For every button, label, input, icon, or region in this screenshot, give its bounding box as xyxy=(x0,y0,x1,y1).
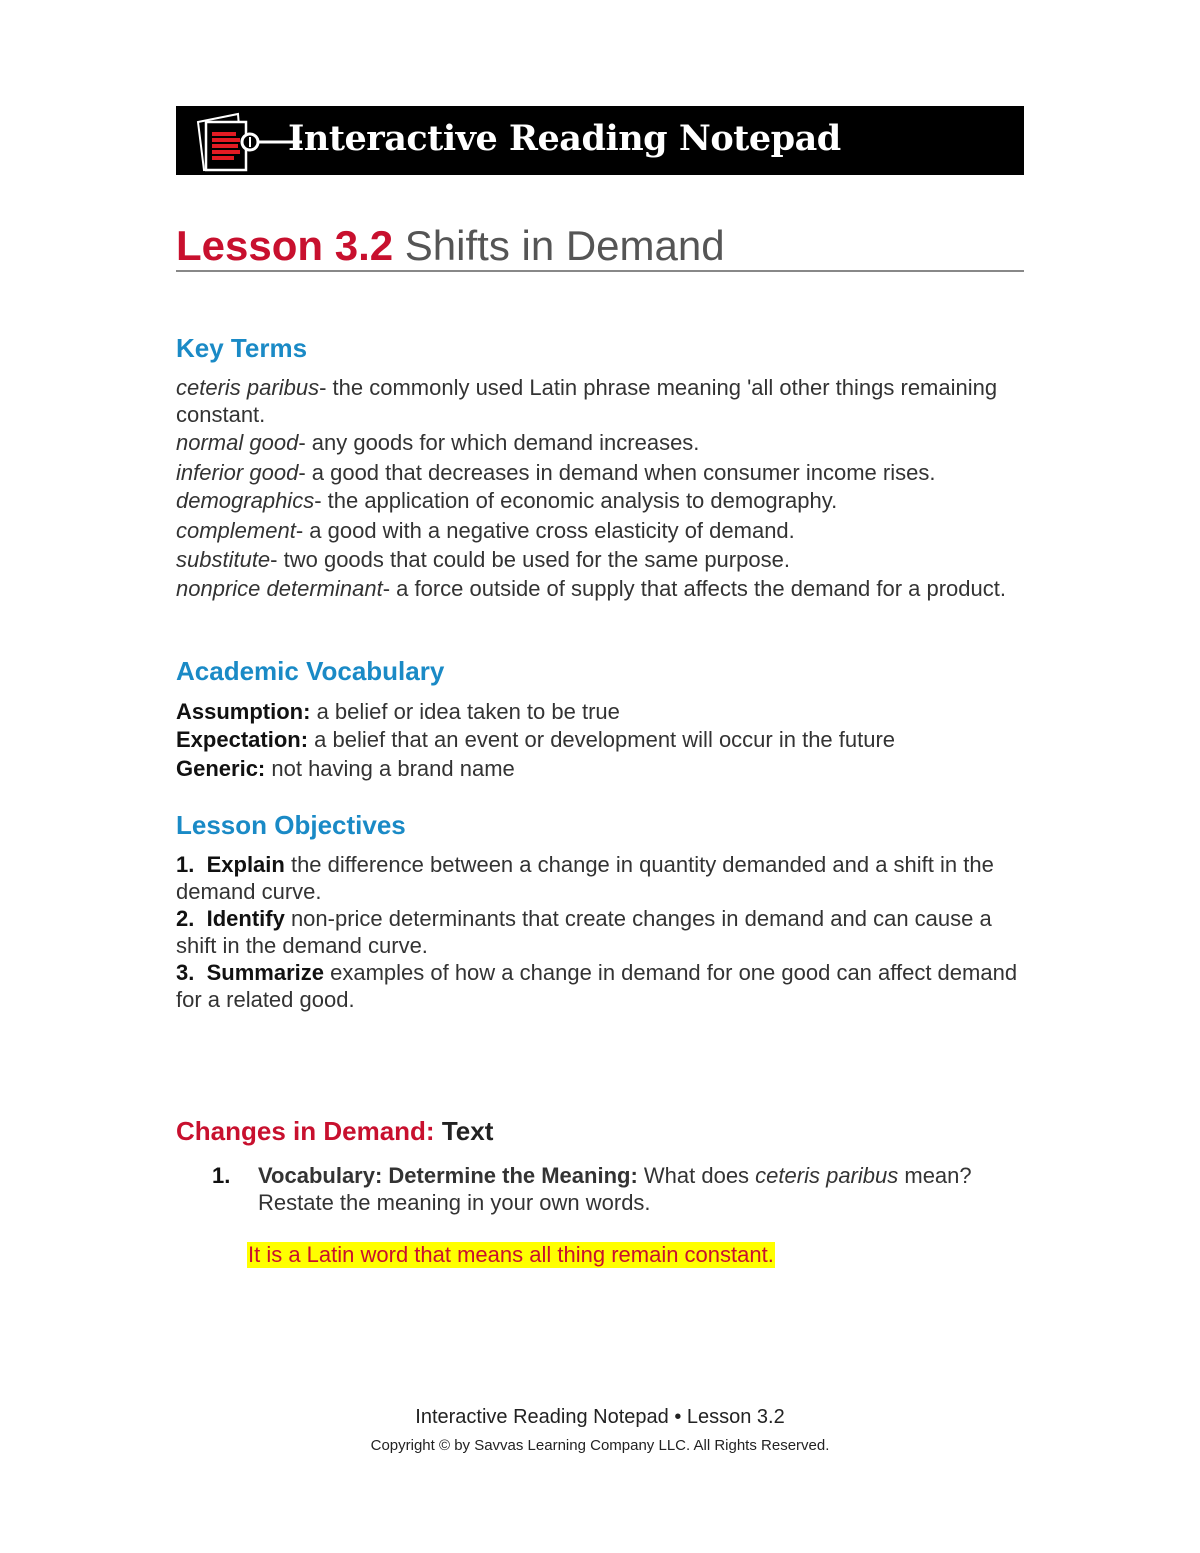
question: 1. Vocabulary: Determine the Meaning: What does ceteris paribus mean? Restate the meaning in your own words. xyxy=(212,1163,972,1215)
highlighted-answer: It is a Latin word that means all thing remain constant. xyxy=(248,1242,774,1267)
key-term: complement- a good with a negative cross elasticity of demand. xyxy=(176,518,795,543)
objective: 2. Identify non-price determinants that create changes in demand and can cause a shift in the demand curve. xyxy=(176,906,992,958)
title-divider xyxy=(176,270,1024,272)
question-number: 1. xyxy=(212,1163,231,1188)
question-label: Vocabulary: Determine the Meaning: xyxy=(258,1163,638,1188)
academic-vocabulary-heading: Academic Vocabulary xyxy=(176,656,445,686)
key-term: demographics- the application of economic analysis to demography. xyxy=(176,488,838,513)
key-term: inferior good- a good that decreases in demand when consumer income rises. xyxy=(176,460,936,485)
lesson-number: Lesson 3.2 xyxy=(176,222,394,269)
lesson-objectives-heading: Lesson Objectives xyxy=(176,810,406,840)
vocab-item: Generic: not having a brand name xyxy=(176,756,515,781)
key-terms-heading: Key Terms xyxy=(176,333,308,363)
footer-title: Interactive Reading Notepad • Lesson 3.2 xyxy=(415,1406,785,1428)
key-term: normal good- any goods for which demand increases. xyxy=(176,430,700,455)
notepad-logo-icon xyxy=(192,108,302,174)
page-title xyxy=(176,222,725,270)
banner-title: Interactive Reading Notepad xyxy=(288,118,841,159)
footer-copyright: Copyright © by Savvas Learning Company LLC. All Rights Reserved. xyxy=(370,1437,830,1454)
vocab-item: Assumption: a belief or idea taken to be true xyxy=(176,699,620,724)
key-term: ceteris paribus- the commonly used Latin phrase meaning 'all other things remaining constant. xyxy=(176,375,998,427)
vocab-item: Expectation: a belief that an event or development will occur in the future xyxy=(176,727,896,752)
objective: 1. Explain the difference between a change in quantity demanded and a shift in the demand curve. xyxy=(176,852,994,904)
section-heading: Changes in Demand: Text xyxy=(176,1116,494,1146)
lesson-title: Shifts in Demand xyxy=(404,222,725,269)
key-term: nonprice determinant- a force outside of supply that affects the demand for a product. xyxy=(176,576,1006,601)
key-term: substitute- two goods that could be used for the same purpose. xyxy=(176,547,790,572)
objective: 3. Summarize examples of how a change in demand for one good can affect demand for a related good. xyxy=(176,960,1018,1012)
header-banner xyxy=(176,106,1024,175)
